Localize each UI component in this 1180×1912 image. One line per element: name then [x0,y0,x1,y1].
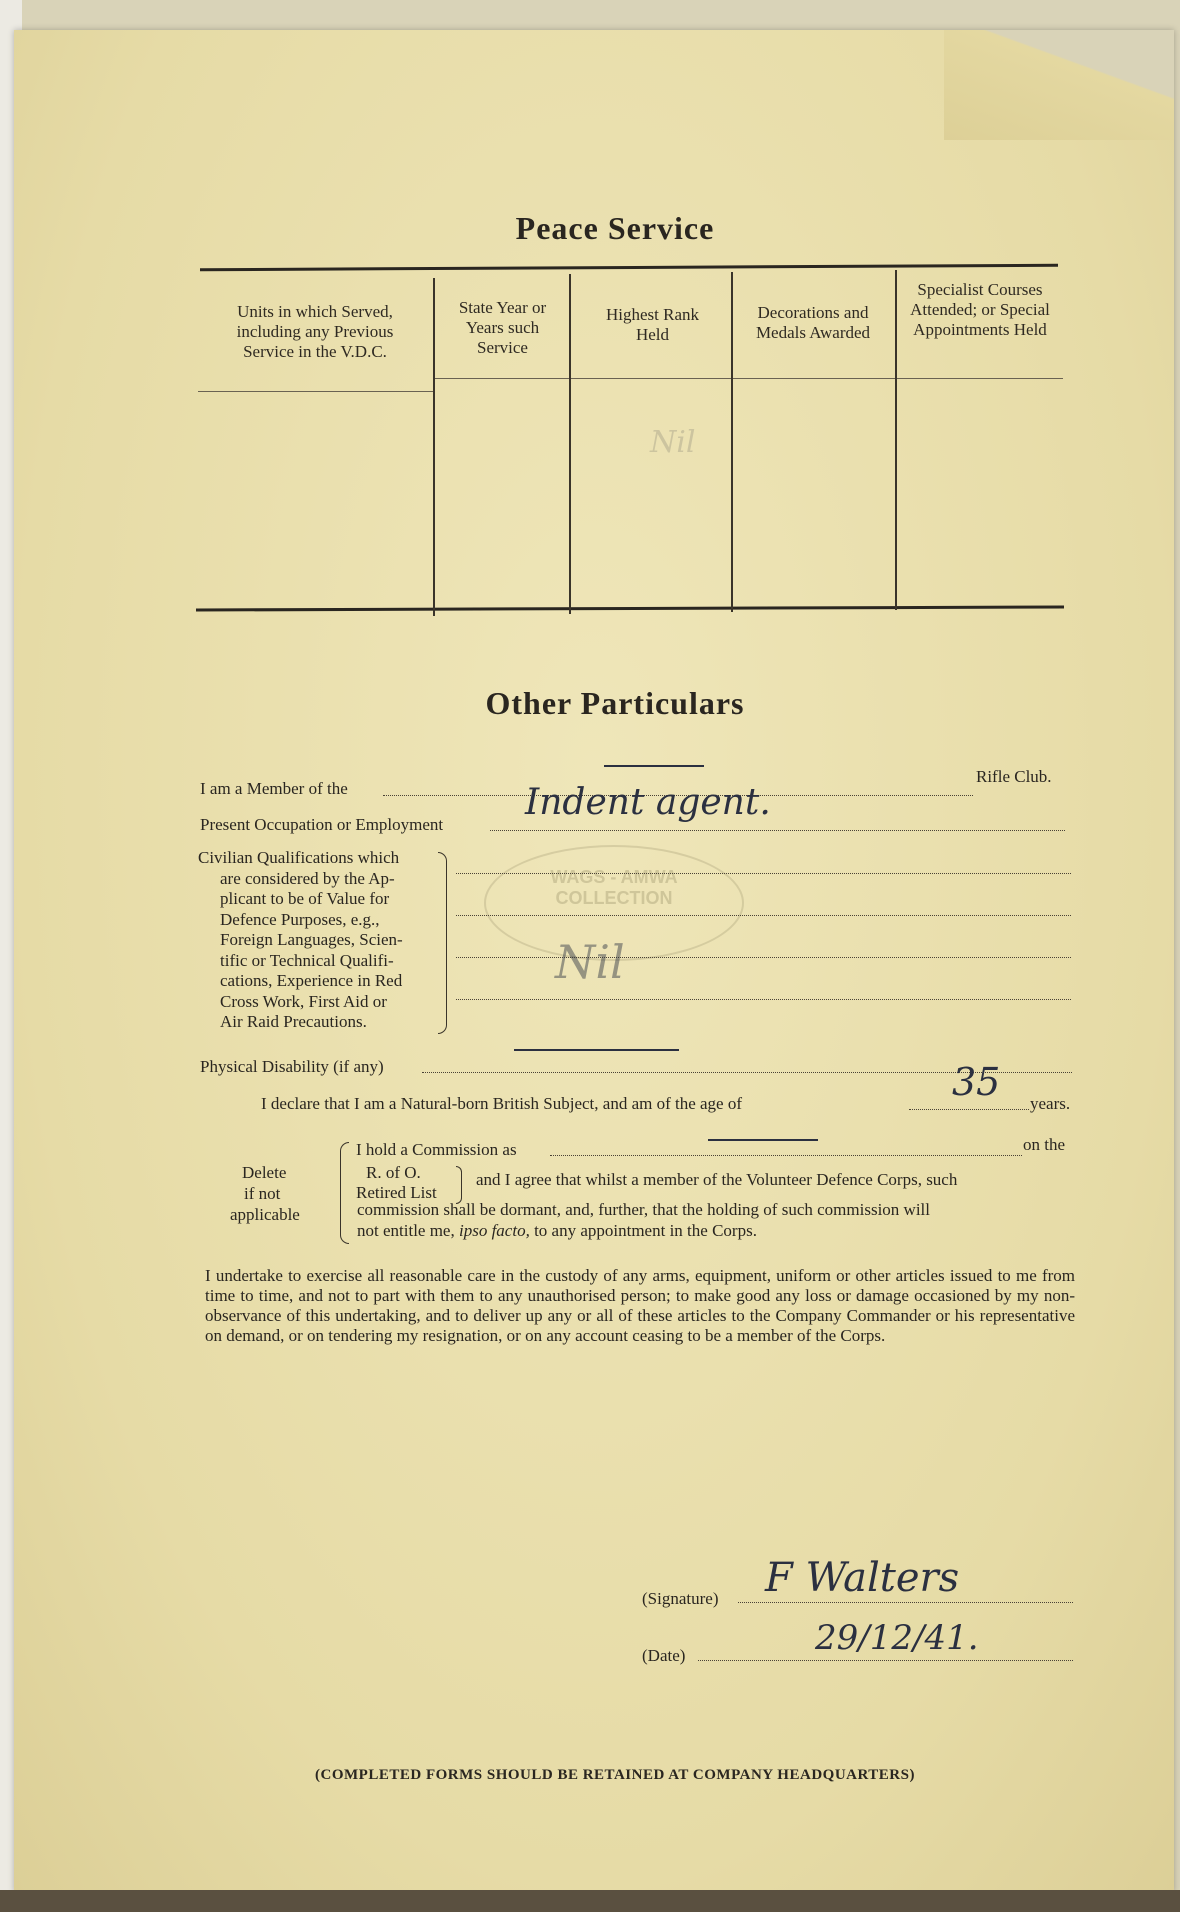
occupation-field-line [490,829,1065,831]
occupation-label: Present Occupation or Employment [200,815,444,834]
commission-retired-list: Retired List [356,1183,437,1202]
age-value: 35 [952,1060,1001,1104]
table-col-divider-2 [569,274,571,614]
bottom-edge [0,1890,1180,1912]
table-header-rule-left [198,391,433,392]
date-field-line [698,1659,1073,1661]
undertaking-paragraph: I undertake to exercise all reasonable care in the custody of any arms, equipment, uniform or other articles issued to me from time to time, and not to part with them to any unauthorised person; to make good any loss or damage occasioned by my non-observance of this undertaking, and to deliver up any or all of these articles to the Company Commander or his representative on demand, or on tendering my resignation, or on any account ceasing to be a member of the Corps. [205,1266,1075,1345]
years-label: years. [1030,1094,1071,1113]
commission-field-line [550,1154,1022,1156]
commission-line-3: commission shall be dormant, and, further, that the holding of such commission will [357,1200,930,1219]
civ-line-9: Air Raid Precautions. [220,1012,367,1031]
commission-line-4-prefix: not entitle me, [357,1221,455,1240]
col-header-years: State Year or Years such Service [458,298,547,357]
commission-line-4 [357,1221,757,1241]
commission-strike-mark [708,1139,818,1141]
civilian-qualifications-value: Nil [555,935,625,989]
commission-brace [340,1142,349,1244]
delete-note-line-3: applicable [230,1205,300,1224]
occupation-value: Indent agent. [525,782,771,823]
signature-value: F Walters [765,1555,960,1601]
rifle-club-label: Rifle Club. [976,767,1052,786]
commission-on-the: on the [1023,1135,1066,1154]
civilian-brace [438,852,447,1034]
table-header-rule [433,378,1063,379]
delete-note-line-2: if not [244,1184,281,1203]
table-col-divider-4 [895,270,897,610]
disability-strike-mark [514,1049,679,1051]
commission-line-4-italic: ipso facto, [458,1221,530,1240]
footer-note: (COMPLETED FORMS SHOULD BE RETAINED AT COMPANY HEADQUARTERS) [315,1767,915,1783]
civ-line-3: plicant to be of Value for [220,889,390,908]
watermark-line-1: WAGS - AMWA [550,867,678,887]
civ-line-8: Cross Work, First Aid or [220,991,387,1011]
col-header-units: Units in which Served, including any Previous Service in the V.D.C. [236,302,394,361]
signature-field-line [738,1601,1073,1603]
other-particulars-title: Other Particulars [485,685,745,721]
civilian-qualifications-label [198,848,448,1033]
member-label: I am a Member of the [200,779,348,798]
civ-line-1: Civilian Qualifications which [198,848,400,867]
peace-service-title: Peace Service [515,210,715,246]
commission-inner-brace [456,1166,462,1204]
civilian-field-line-4 [456,998,1071,1000]
civilian-field-line-3 [456,956,1071,958]
folded-corner [944,30,1174,140]
date-label: (Date) [642,1646,686,1665]
civilian-field-line-1 [456,872,1071,874]
declaration-text: I declare that I am a Natural-born British Subject, and am of the age of [261,1094,743,1113]
col-header-decorations: Decorations and Medals Awarded [755,303,871,342]
delete-note-line-1: Delete [242,1163,287,1182]
civ-line-5: Foreign Languages, Scien- [220,930,403,949]
signature-label: (Signature) [642,1589,719,1608]
physical-disability-label: Physical Disability (if any) [200,1057,384,1076]
date-value: 29/12/41. [815,1618,979,1658]
col-header-rank: Highest Rank Held [605,305,700,344]
civ-line-7: cations, Experience in Red [220,971,403,990]
civ-line-2: are considered by the Ap- [220,868,395,888]
commission-line-1: I hold a Commission as [356,1140,517,1159]
commission-line-2: and I agree that whilst a member of the Volunteer Defence Corps, such [476,1170,958,1189]
commission-ro: R. of O. [366,1163,421,1182]
civ-line-4: Defence Purposes, e.g., [220,909,380,929]
col-header-specialist: Specialist Courses Attended; or Special Appointments Held [910,280,1050,339]
member-strike-mark [604,765,704,767]
watermark-line-2: COLLECTION [555,888,673,908]
peace-service-entry: Nil [650,425,696,460]
age-field-line [909,1108,1029,1110]
commission-line-4-suffix: to any appointment in the Corps. [534,1221,757,1240]
civilian-field-line-2 [456,914,1071,916]
table-col-divider-1 [433,278,435,616]
civ-line-6: tific or Technical Qualifi- [220,950,394,970]
table-col-divider-3 [731,272,733,612]
